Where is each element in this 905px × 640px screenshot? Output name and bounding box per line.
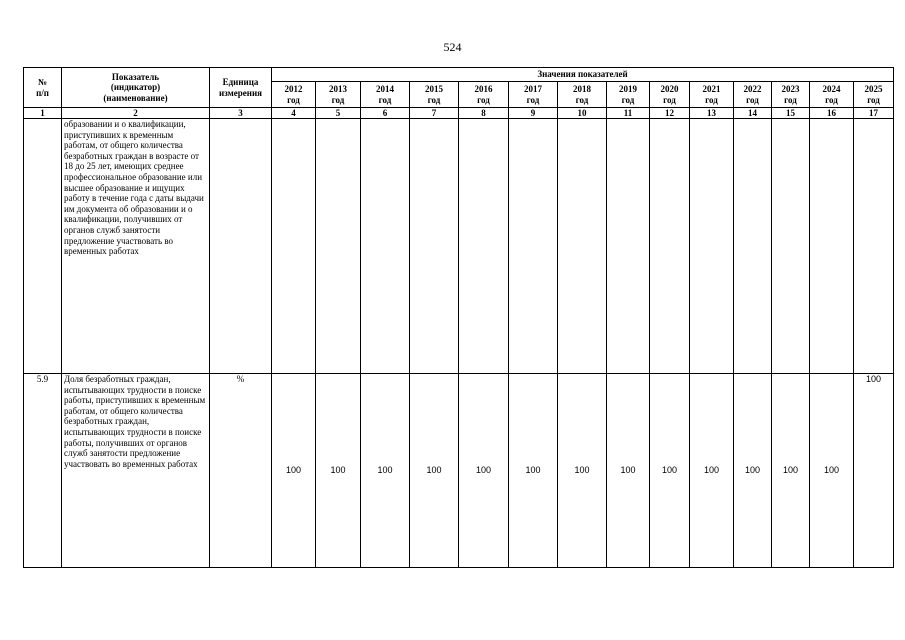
value-cell: 100 [509,374,558,568]
row-unit: % [210,374,272,568]
header-year: 2016 год [459,82,509,108]
value-cell [810,119,854,374]
row-unit [210,119,272,374]
header-year: 2015 год [410,82,459,108]
row-number: 5.9 [24,374,62,568]
column-number: 6 [361,108,410,119]
value-cell: 100 [854,374,894,568]
column-number: 4 [272,108,316,119]
indicators-table [23,67,894,568]
header-year: 2012 год [272,82,316,108]
value-cell: 100 [734,374,772,568]
column-number: 16 [810,108,854,119]
header-year: 2017 год [509,82,558,108]
value-cell: 100 [650,374,690,568]
value-cell [854,119,894,374]
value-cell [509,119,558,374]
value-cell: 100 [316,374,361,568]
header-values-group: Значения показателей [272,68,894,82]
header-year: 2019 год [607,82,650,108]
value-cell: 100 [361,374,410,568]
column-number: 8 [459,108,509,119]
header-year: 2023 год [772,82,810,108]
column-number: 5 [316,108,361,119]
column-number: 10 [558,108,607,119]
value-cell [734,119,772,374]
column-number: 7 [410,108,459,119]
header-year: 2025 год [854,82,894,108]
value-cell: 100 [772,374,810,568]
column-number: 9 [509,108,558,119]
value-cell: 100 [558,374,607,568]
table-row [24,374,894,568]
value-cell: 100 [810,374,854,568]
header-year: 2018 год [558,82,607,108]
column-number: 15 [772,108,810,119]
header-year: 2014 год [361,82,410,108]
value-cell: 100 [607,374,650,568]
header-year: 2020 год [650,82,690,108]
value-cell [650,119,690,374]
header-year: 2013 год [316,82,361,108]
value-cell [459,119,509,374]
page-number: 524 [443,40,462,54]
header-year: 2022 год [734,82,772,108]
value-cell [558,119,607,374]
value-cell: 100 [272,374,316,568]
value-cell [316,119,361,374]
header-year: 2024 год [810,82,854,108]
header-unit: Единица измерения [210,68,272,108]
column-number: 13 [690,108,734,119]
value-cell [410,119,459,374]
header-indicator: Показатель (индикатор) (наименование) [62,68,210,108]
column-number: 11 [607,108,650,119]
row-indicator: образовании и о квалификации, приступивших к временным работам, от общего количества безработных граждан в возрасте от 18 до 25 лет, имеющих среднее профессиональное образование или высшее образование и ищущих работу в течение года с даты выдачи им документа об образовании и о квалификации, получивших от органов служб занятости предложение участвовать во временных работах [62,119,210,374]
row-indicator: Доля безработных граждан, испытывающих трудности в поиске работы, приступивших к временным работам, от общего количества безработных граждан, испытывающих трудности в поиске работы, получивших от органов служб занятости предложение участвовать во временных работах [62,374,210,568]
value-cell: 100 [410,374,459,568]
row-number [24,119,62,374]
value-cell: 100 [690,374,734,568]
value-cell [772,119,810,374]
column-number: 17 [854,108,894,119]
header-no: № п/п [24,68,62,108]
header-year: 2021 год [690,82,734,108]
column-number: 12 [650,108,690,119]
value-cell [690,119,734,374]
value-cell [272,119,316,374]
column-number: 2 [62,108,210,119]
value-cell [361,119,410,374]
column-number: 1 [24,108,62,119]
table-row [24,119,894,374]
value-cell [607,119,650,374]
column-number: 3 [210,108,272,119]
value-cell: 100 [459,374,509,568]
column-number: 14 [734,108,772,119]
